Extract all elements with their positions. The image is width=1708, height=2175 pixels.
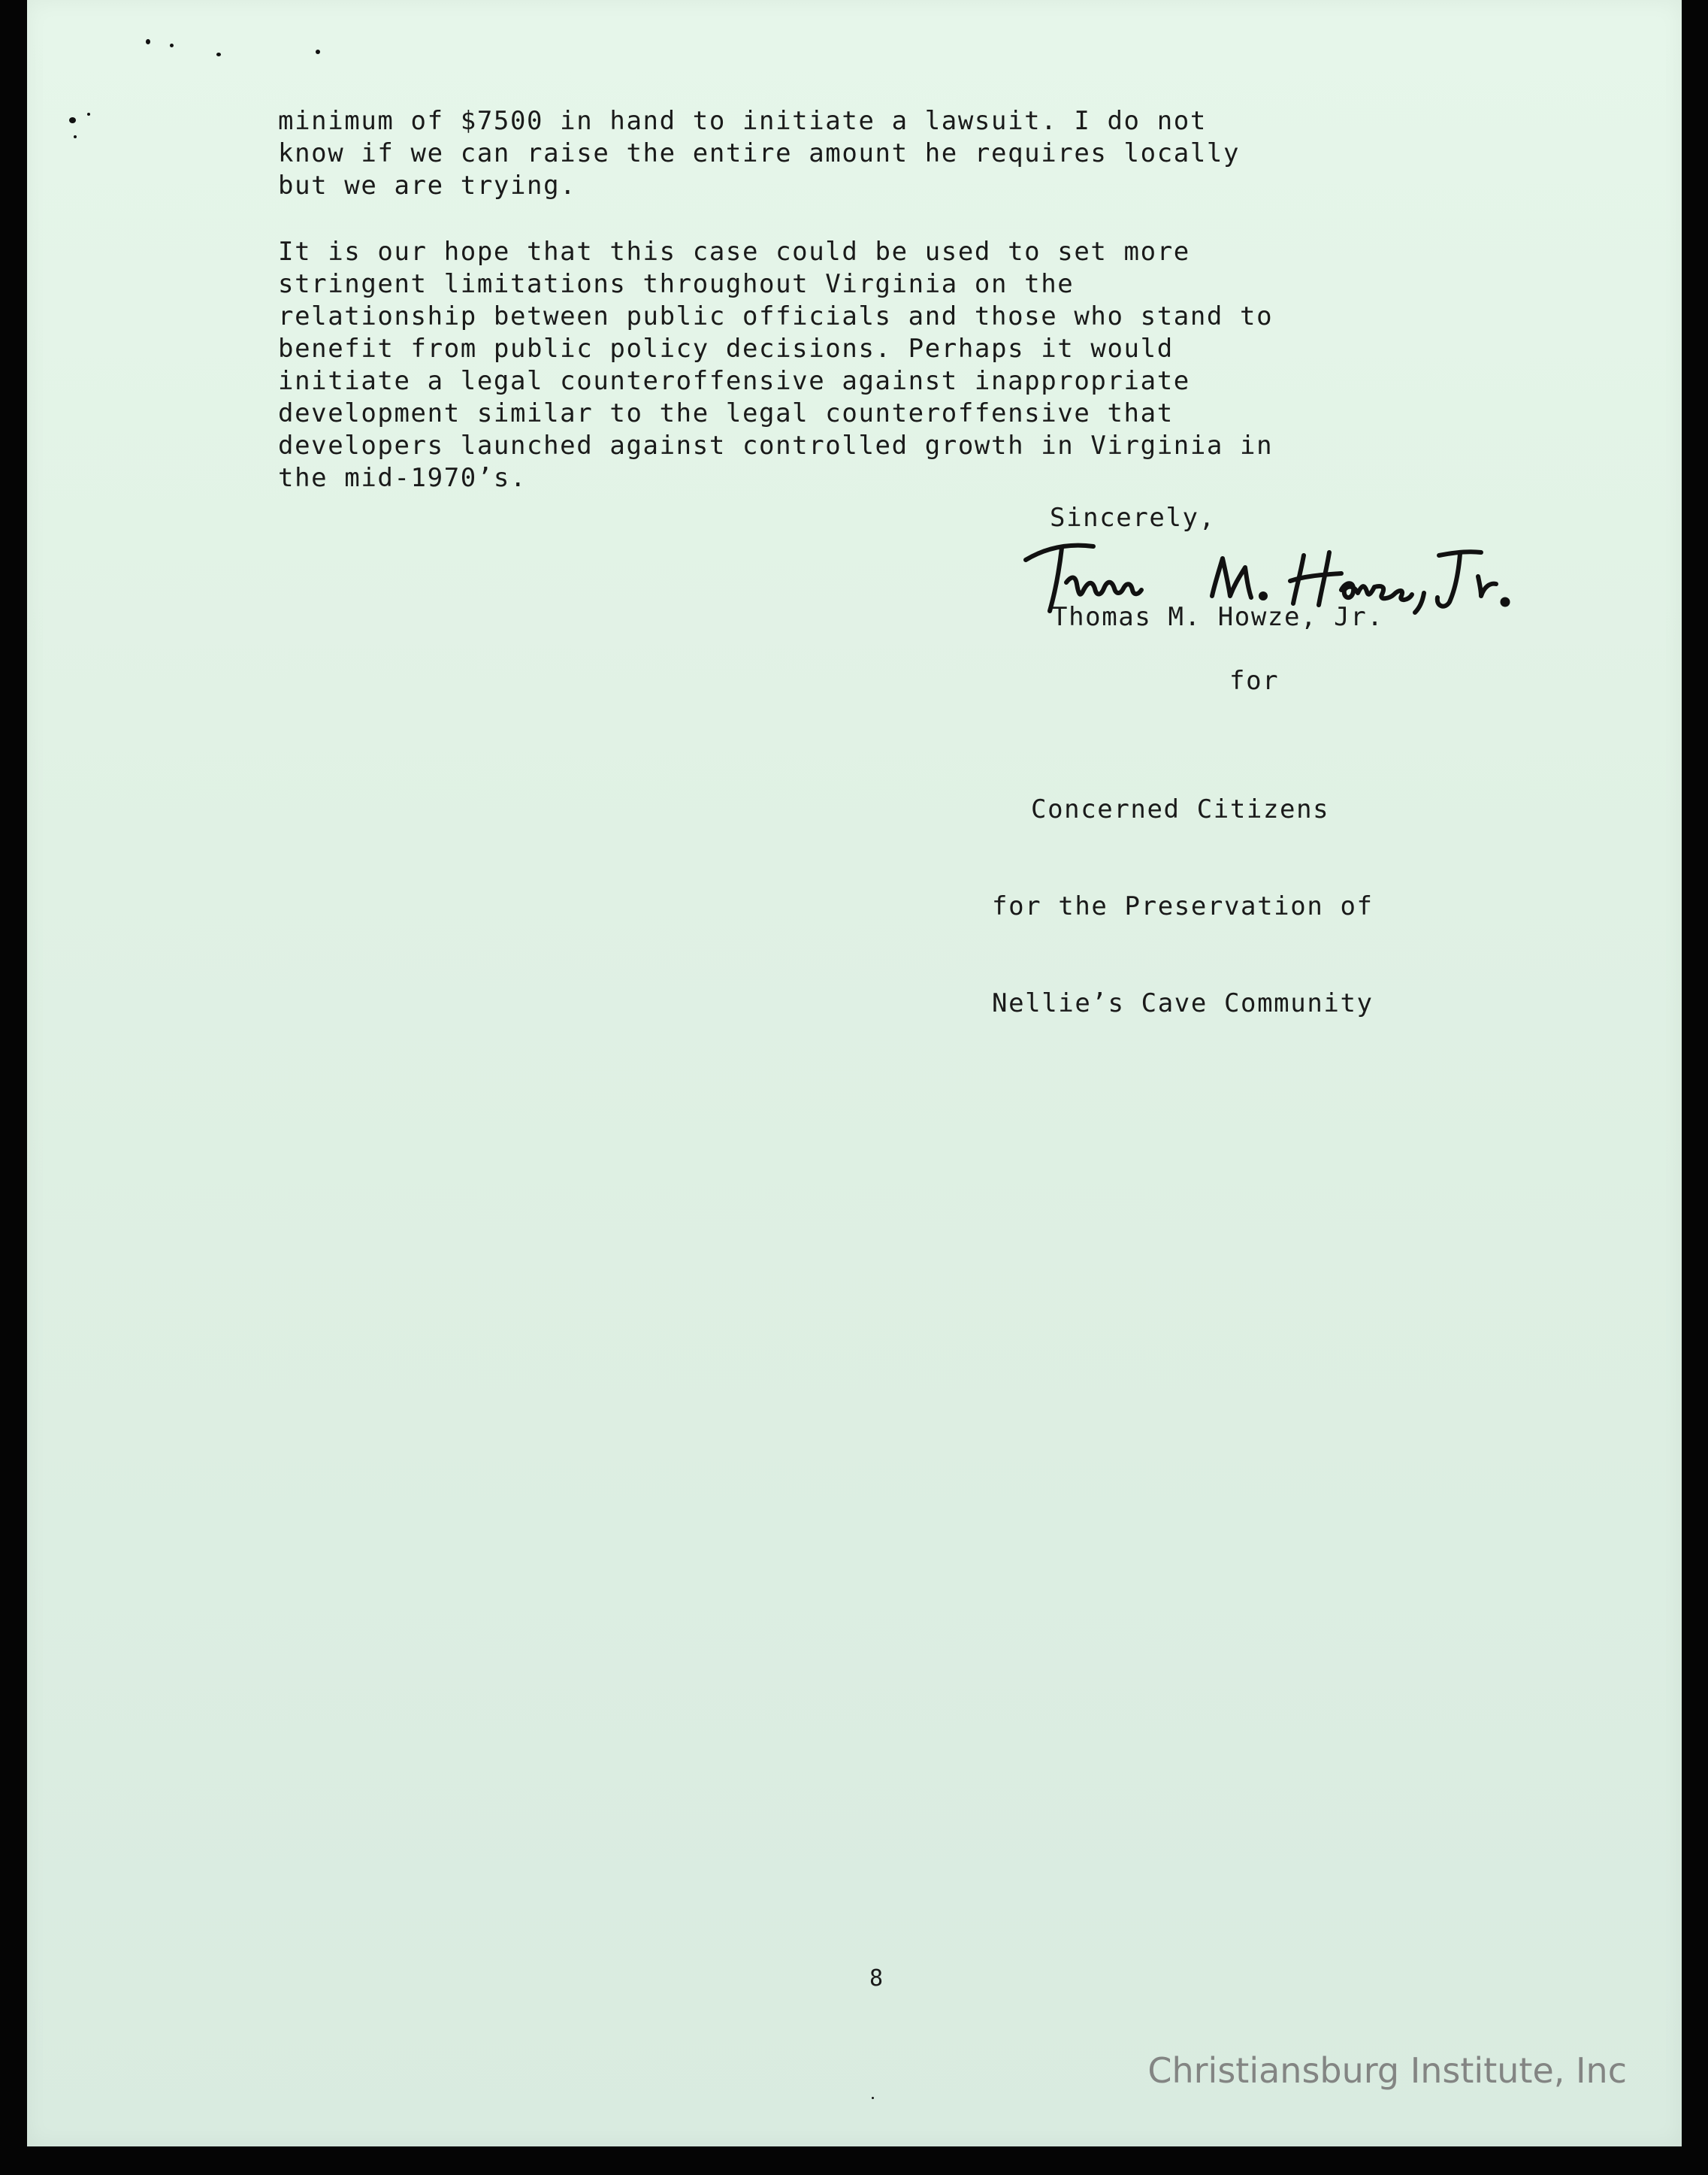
paragraph-2-line: initiate a legal counteroffensive against inappropriate xyxy=(278,366,1190,396)
organization-line: Concerned Citizens xyxy=(1031,794,1330,824)
page-number: 8 xyxy=(869,1965,884,1992)
watermark-text: Christiansburg Institute, Inc xyxy=(1147,2050,1627,2091)
scan-speck xyxy=(146,39,150,44)
scan-speck xyxy=(316,50,320,54)
paragraph-2-line: benefit from public policy decisions. Perhaps it would xyxy=(278,334,1174,364)
organization-line: for the Preservation of xyxy=(992,891,1374,921)
paragraph-2-line: development similar to the legal counteroffensive that xyxy=(278,398,1174,428)
organization-line: Nellie’s Cave Community xyxy=(992,988,1374,1018)
paragraph-2-line: the mid-1970’s. xyxy=(278,463,528,493)
paragraph-1-line: but we are trying. xyxy=(278,171,577,201)
scan-speck xyxy=(69,117,76,123)
for-label: for xyxy=(1229,666,1280,696)
signer-name: Thomas M. Howze, Jr. xyxy=(1052,602,1384,632)
scan-speck xyxy=(170,44,174,47)
scan-speck xyxy=(87,113,90,116)
scan-speck xyxy=(74,135,77,138)
scan-speck xyxy=(872,2097,874,2099)
scan-speck xyxy=(216,53,221,56)
paragraph-1-line: know if we can raise the entire amount he requires locally xyxy=(278,138,1241,168)
organization-block xyxy=(992,729,1374,1084)
paragraph-2-line: developers launched against controlled growth in Virginia in xyxy=(278,431,1274,461)
paragraph-1 xyxy=(278,105,1461,202)
paragraph-2-line: It is our hope that this case could be used to set more xyxy=(278,237,1190,267)
paragraph-2-line: relationship between public officials and those who stand to xyxy=(278,301,1274,331)
closing-salutation: Sincerely, xyxy=(1050,503,1216,533)
paragraph-2-line: stringent limitations throughout Virginia on the xyxy=(278,269,1075,299)
paragraph-2 xyxy=(278,236,1461,495)
paragraph-1-line: minimum of $7500 in hand to initiate a lawsuit. I do not xyxy=(278,106,1207,136)
